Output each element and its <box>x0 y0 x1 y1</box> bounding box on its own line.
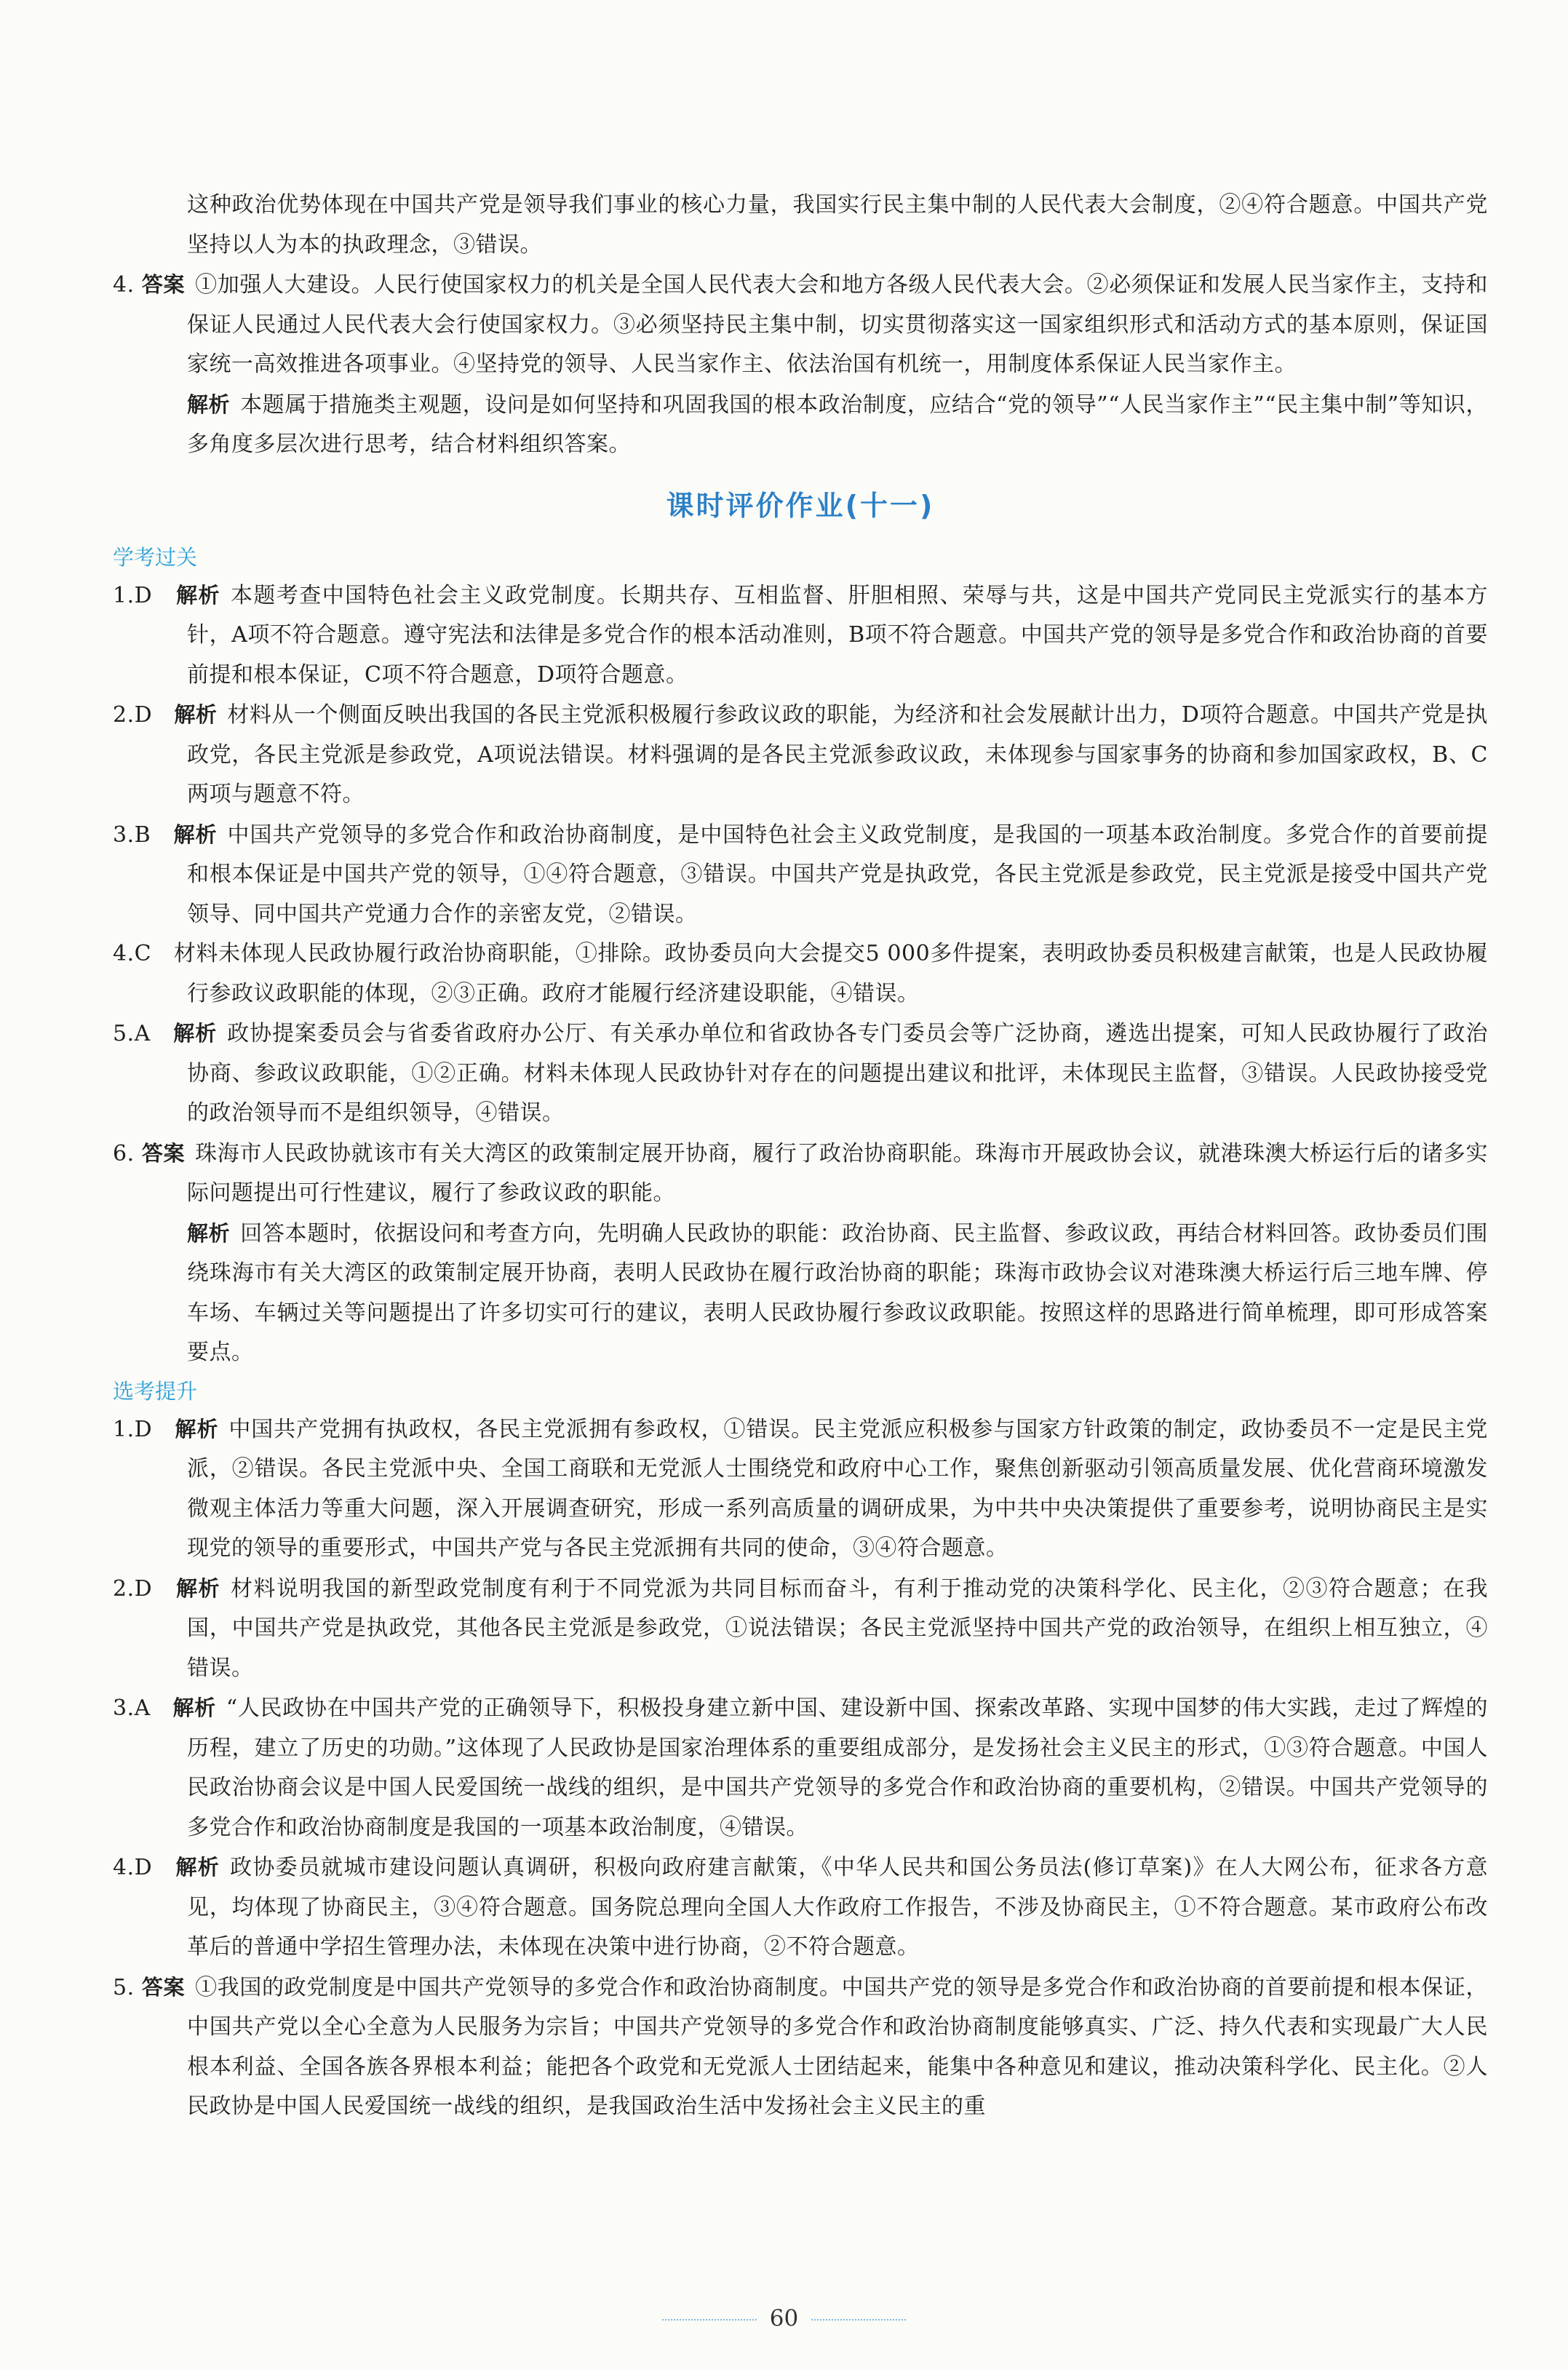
item-number: 1.D <box>113 582 153 608</box>
item-number: 4.C <box>113 941 152 966</box>
item-text: “人民政协在中国共产党的正确领导下，积极投身建立新中国、建设新中国、探索改革路、实现中国梦的伟大实践，走过了辉煌的历程，建立了历史的功勋。”这体现了人民政协是国家治理体系的重要组成部分，是发扬社会主义民主的形式，①③符合题意。中国人民政治协商会议是中国人民爱国统一战线的组织，是中国共产党领导的多党合作和政治协商的重要机构，②错误。中国共产党领导的多党合作和政治协商制度是我国的一项基本政治制度，④错误。 <box>187 1695 1488 1840</box>
footer-divider-right <box>811 2319 906 2321</box>
answer-label: 答案 <box>141 1140 186 1166</box>
question-6-answer <box>113 1134 1488 1214</box>
list-item <box>113 1569 1488 1689</box>
section-title-1: 学考过关 <box>113 544 198 570</box>
analysis-label: 解析 <box>175 1855 220 1880</box>
item-number: 2.D <box>113 1575 153 1602</box>
list-item <box>113 815 1488 935</box>
item-text: 材料未体现人民政协履行政治协商职能，①排除。政协委员向大会提交5 000多件提案，表明政协委员积极建言献策，也是人民政协履行参政议政职能的体现，②③正确。政府才能履行经济建设职能，④错误。 <box>173 941 1489 1006</box>
page-footer <box>0 2305 1568 2331</box>
analysis-label: 解析 <box>176 582 220 608</box>
question-number: 6. <box>113 1140 135 1166</box>
question-4-analysis <box>113 385 1488 465</box>
analysis-text: 本题属于措施类主观题，设问是如何坚持和巩固我国的根本政治制度，应结合“党的领导”“人民当家作主”“民主集中制”等知识，多角度多层次进行思考，结合材料组织答案。 <box>187 391 1488 457</box>
question-6-analysis <box>113 1214 1488 1373</box>
item-number: 2.D <box>113 702 153 728</box>
analysis-label: 解析 <box>187 1220 231 1246</box>
section-2-list <box>113 1409 1488 1968</box>
item-number: 1.D <box>113 1416 153 1442</box>
item-text: 政协委员就城市建设问题认真调研，积极向政府建言献策，《中华人民共和国公务员法(修订草案)》在人大网公布，征求各方意见，均体现了协商民主，③④符合题意。国务院总理向全国人大作政府工作报告，不涉及协商民主，①不符合题意。某市政府公布改革后的普通中学招生管理办法，未体现在决策中进行协商，②不符合题意。 <box>187 1855 1488 1960</box>
section-title-2: 选考提升 <box>113 1378 198 1404</box>
item-text: 材料从一个侧面反映出我国的各民主党派积极履行参政议政的职能，为经济和社会发展献计出力，D项符合题意。中国共产党是执政党，各民主党派是参政党，A项说法错误。材料强调的是各民主党派参政议政，未体现参与国家事务的协商和参加国家政权，B、C两项与题意不符。 <box>187 702 1488 807</box>
list-item <box>113 1688 1488 1848</box>
question-number: 4. <box>113 272 135 298</box>
item-number: 5.A <box>113 1021 151 1046</box>
analysis-label: 解析 <box>172 1695 216 1720</box>
item-text: 材料说明我国的新型政党制度有利于不同党派为共同目标而奋斗，有利于推动党的决策科学化、民主化，②③符合题意；在我国，中国共产党是执政党，其他各民主党派是参政党，①说法错误；各民主党派坚持中国共产党的政治领导，在组织上相互独立，④错误。 <box>187 1575 1488 1681</box>
paragraph-continued: 这种政治优势体现在中国共产党是领导我们事业的核心力量，我国实行民主集中制的人民代表大会制度，②④符合题意。中国共产党坚持以人为本的执政理念，③错误。 <box>187 192 1488 258</box>
answer-text: 珠海市人民政协就该市有关大湾区的政策制定展开协商，履行了政治协商职能。珠海市开展政协会议，就港珠澳大桥运行后的诸多实际问题提出可行性建议，履行了参政议政的职能。 <box>187 1140 1488 1206</box>
analysis-text: 回答本题时，依据设问和考查方向，先明确人民政协的职能：政治协商、民主监督、参政议政，再结合材料回答。政协委员们围绕珠海市有关大湾区的政策制定展开协商，表明人民政协在履行政治协商的职能；珠海市政协会议对港珠澳大桥运行后三地车牌、停车场、车辆过关等问题提出了许多切实可行的建议，表明人民政协履行参政议政职能。按照这样的思路进行简单梳理，即可形成答案要点。 <box>187 1220 1488 1365</box>
list-item <box>113 576 1488 696</box>
footer-divider-left <box>662 2319 757 2321</box>
item-number: 3.A <box>113 1695 151 1721</box>
page-content <box>113 186 1488 2127</box>
list-item <box>113 1848 1488 1968</box>
analysis-label: 解析 <box>174 702 218 727</box>
answer-text: ①我国的政党制度是中国共产党领导的多党合作和政治协商制度。中国共产党的领导是多党合作和政治协商的首要前提和根本保证，中国共产党以全心全意为人民服务为宗旨；中国共产党领导的多党合作和政治协商制度能够真实、广泛、持久代表和实现最广大人民根本利益、全国各族各界根本利益；能把各个政党和无党派人士团结起来，能集中各种意见和建议，推动决策科学化、民主化。②人民政协是中国人民爱国统一战线的组织，是我国政治生活中发扬社会主义民主的重 <box>187 1974 1488 2119</box>
analysis-label: 解析 <box>173 822 218 847</box>
question-5-answer <box>113 1968 1488 2127</box>
answer-text: ①加强人大建设。人民行使国家权力的机关是全国人民代表大会和地方各级人民代表大会。②必须保证和发展人民当家作主，支持和保证人民通过人民代表大会行使国家权力。③必须坚持民主集中制，切实贯彻落实这一国家组织形式和活动方式的基本原则，保证国家统一高效推进各项事业。④坚持党的领导、人民当家作主、依法治国有机统一，用制度体系保证人民当家作主。 <box>187 272 1488 377</box>
section-heading: 课时评价作业(十一) <box>666 489 935 522</box>
answer-label: 答案 <box>141 272 186 297</box>
item-text: 政协提案委员会与省委省政府办公厅、有关承办单位和省政协各专门委员会等广泛协商，遴选出提案，可知人民政协履行了政治协商、参政议政职能，①②正确。材料未体现人民政协针对存在的问题提出建议和批评，未体现民主监督，③错误。人民政协接受党的政治领导而不是组织领导，④错误。 <box>187 1021 1488 1126</box>
item-text: 中国共产党拥有执政权，各民主党派拥有参政权，①错误。民主党派应积极参与国家方针政策的制定，政协委员不一定是民主党派，②错误。各民主党派中央、全国工商联和无党派人士围绕党和政府中心工作，聚焦创新驱动引领高质量发展、优化营商环境激发微观主体活力等重大问题，深入开展调查研究，形成一系列高质量的调研成果，为中共中央决策提供了重要参考，说明协商民主是实现党的领导的重要形式，中国共产党与各民主党派拥有共同的使命，③④符合题意。 <box>187 1416 1488 1561</box>
list-item <box>113 1014 1488 1134</box>
item-text: 中国共产党领导的多党合作和政治协商制度，是中国特色社会主义政党制度，是我国的一项基本政治制度。多党合作的首要前提和根本保证是中国共产党的领导，①④符合题意，③错误。中国共产党是执政党，各民主党派是参政党，民主党派是接受中国共产党领导、同中国共产党通力合作的亲密友党，②错误。 <box>187 822 1488 927</box>
list-item <box>113 695 1488 815</box>
analysis-label: 解析 <box>175 1416 219 1442</box>
analysis-label: 解析 <box>173 1021 218 1046</box>
list-item <box>113 1409 1488 1569</box>
question-number: 5. <box>113 1974 135 2000</box>
question-4-answer <box>113 265 1488 385</box>
list-item <box>113 934 1488 1014</box>
page-number: 60 <box>769 2305 799 2331</box>
answer-label: 答案 <box>141 1974 186 2000</box>
item-number: 3.B <box>113 822 151 848</box>
analysis-label: 解析 <box>176 1575 220 1601</box>
analysis-label: 解析 <box>187 391 231 417</box>
section-1-list <box>113 576 1488 1134</box>
item-text: 本题考查中国特色社会主义政党制度。长期共存、互相监督、肝胆相照、荣辱与共，这是中国共产党同民主党派实行的基本方针，A项不符合题意。遵守宪法和法律是多党合作的根本活动准则，B项不符合题意。中国共产党的领导是多党合作和政治协商的首要前提和根本保证，C项不符合题意，D项符合题意。 <box>187 582 1488 688</box>
item-number: 4.D <box>113 1855 153 1880</box>
